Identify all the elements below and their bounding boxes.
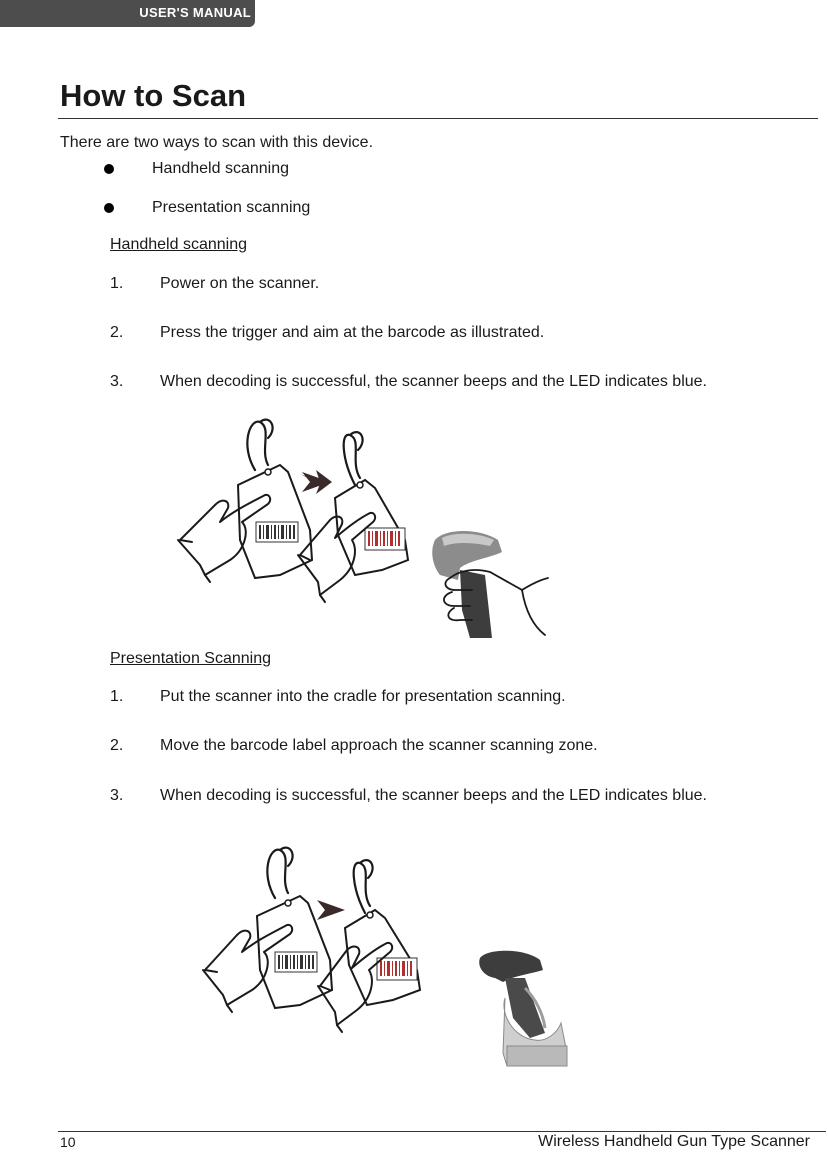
step-text: When decoding is successful, the scanner beeps and the LED indicates blue. <box>160 373 707 390</box>
handheld-scanning-illustration <box>160 410 560 642</box>
barcode-label-gray <box>256 522 298 542</box>
barcode-label-red <box>365 528 405 550</box>
method-label: Handheld scanning <box>152 160 289 177</box>
intro-text: There are two ways to scan with this device. <box>60 134 374 151</box>
barcode-label-gray <box>275 952 317 972</box>
step-text: Press the trigger and aim at the barcode as illustrated. <box>160 324 545 341</box>
step-number: 1. <box>110 275 124 292</box>
step-number: 1. <box>110 688 124 705</box>
step-text: Put the scanner into the cradle for presentation scanning. <box>160 688 566 705</box>
title-divider <box>58 118 818 119</box>
step-text: Power on the scanner. <box>160 275 320 292</box>
bullet-dot-icon <box>104 164 114 174</box>
page-title: How to Scan <box>60 78 247 113</box>
bullet-dot-icon <box>104 203 114 213</box>
step-text: Move the barcode label approach the scanner scanning zone. <box>160 737 598 754</box>
header-tab-label: USER'S MANUAL <box>139 5 251 20</box>
footer-product-title: Wireless Handheld Gun Type Scanner <box>538 1133 810 1150</box>
arrow-icon <box>317 900 345 920</box>
presentation-scanning-illustration <box>195 838 585 1078</box>
barcode-label-red <box>377 958 417 980</box>
presentation-heading: Presentation Scanning <box>110 650 271 667</box>
scanner-in-cradle-icon <box>479 951 567 1066</box>
step-number: 3. <box>110 787 124 804</box>
scanner-gun-icon <box>432 531 502 638</box>
header-tab <box>0 0 255 27</box>
step-number: 2. <box>110 324 124 341</box>
page-number: 10 <box>60 1134 76 1150</box>
step-number: 2. <box>110 737 124 754</box>
method-label: Presentation scanning <box>152 199 311 216</box>
footer-divider <box>58 1131 826 1132</box>
handheld-heading: Handheld scanning <box>110 236 247 253</box>
step-text: When decoding is successful, the scanner beeps and the LED indicates blue. <box>160 787 707 804</box>
step-number: 3. <box>110 373 124 390</box>
